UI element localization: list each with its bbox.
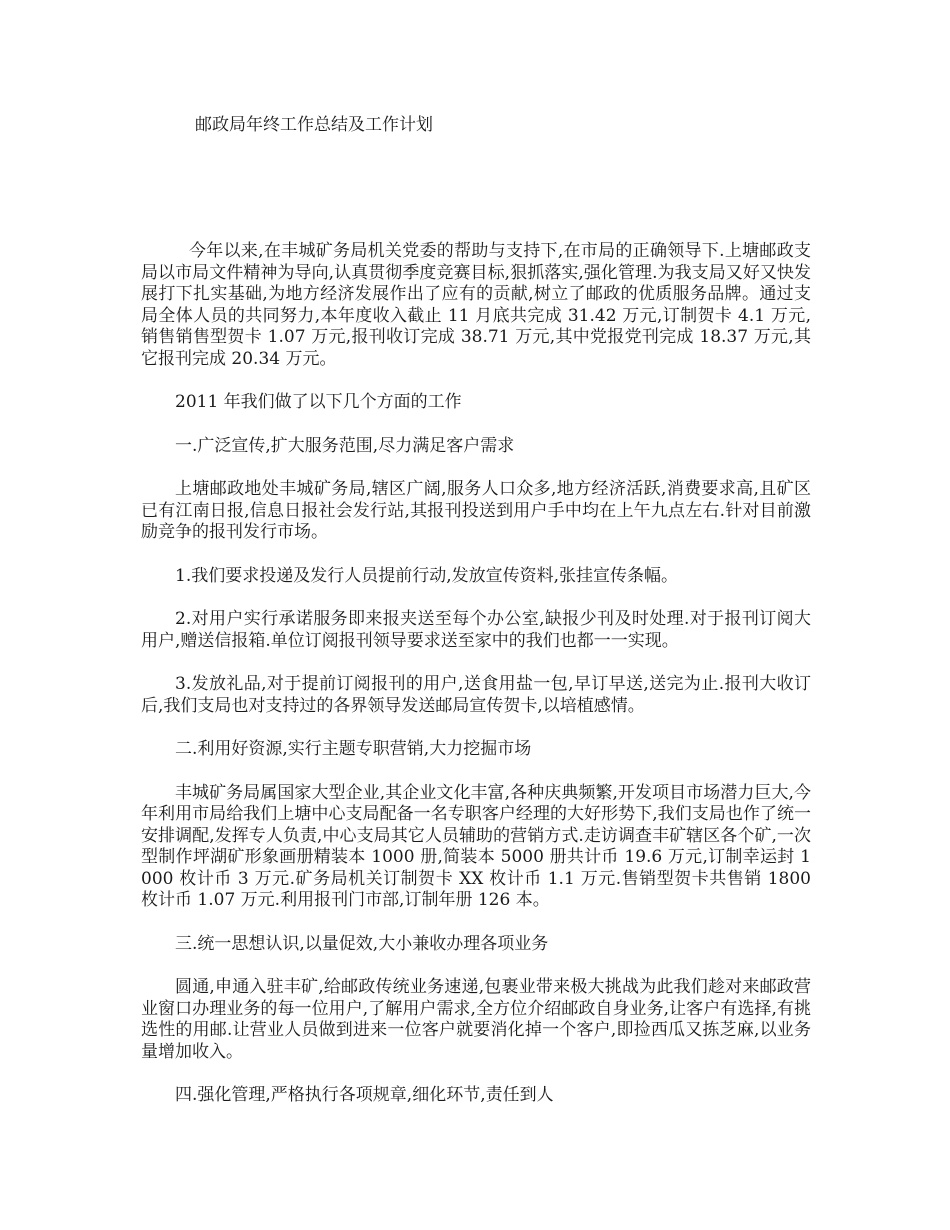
section-2-paragraph: 丰城矿务局属国家大型企业,其企业文化丰富,各种庆典频繁,开发项目市场潜力巨大,今年利用市局给我们上塘中心支局配备一名专职客户经理的大好形势下,我们支局也作了统一安排调配,发挥专人负责,中心支局其它人员辅助的营销方式.走访调查丰矿辖区各个矿,一次型制作坪湖矿形象画册精装本 1000 册,简装本 5000 册共计币 19.6 万元,订制幸运封 1000 枚计币 3 万元.矿务局机关订制贺卡 XX 枚计币 1.1 万元.售销型贺卡共售销 1800 枚计币 1.07 万元.利用报刊门市部,订制年册 126 本。	[141, 782, 811, 910]
section-1-item-1: 1.我们要求投递及发行人员提前行动,发放宣传资料,张挂宣传条幅。	[175, 565, 679, 586]
section-1-item-3: 3.发放礼品,对于提前订阅报刊的用户,送食用盐一包,早订早送,送完为止.报刊大收订后,我们支局也对支持过的各界领导发送邮局宣传贺卡,以培植感情。	[141, 674, 811, 716]
work-summary-heading: 2011 年我们做了以下几个方面的工作	[175, 392, 462, 412]
section-3-heading: 三.统一思想认识,以量促效,大小兼收办理各项业务	[175, 933, 549, 954]
section-1-heading: 一.广泛宣传,扩大服务范围,尽力满足客户需求	[175, 435, 515, 456]
section-2-heading: 二.利用好资源,实行主题专职营销,大力挖掘市场	[175, 739, 532, 759]
section-3-paragraph: 圆通,申通入驻丰矿,给邮政传统业务速递,包裹业带来极大挑战为此我们趁对来邮政营业窗口办理业务的每一位用户,了解用户需求,全方位介绍邮政自身业务,让客户有选择,有挑选性的用邮.让营业人员做到进来一位客户就要消化掉一个客户,即捡西瓜又拣芝麻,以业务量增加收入。	[141, 977, 811, 1062]
section-1-item-2: 2.对用户实行承诺服务即来报夹送至每个办公室,缺报少刊及时处理.对于报刊订阅大用户,赠送信报箱.单位订阅报刊领导要求送至家中的我们也都一一实现。	[141, 609, 811, 651]
document-title: 邮政局年终工作总结及工作计划	[195, 115, 433, 135]
section-4-heading: 四.强化管理,严格执行各项规章,细化环节,责任到人	[175, 1085, 554, 1105]
section-1-paragraph: 上塘邮政地处丰城矿务局,辖区广阔,服务人口众多,地方经济活跃,消费要求高,且矿区已有江南日报,信息日报社会发行站,其报刊投送到用户手中均在上午九点左右.针对目前激励竞争的报刊发行市场。	[141, 479, 811, 542]
intro-paragraph: 今年以来,在丰城矿务局机关党委的帮助与支持下,在市局的正确领导下.上塘邮政支局以市局文件精神为导向,认真贯彻季度竞赛目标,狠抓落实,强化管理.为我支局又好又快发展打下扎实基础,为地方经济发展作出了应有的贡献,树立了邮政的优质服务品牌。通过支局全体人员的共同努力,本年度收入截止 11 月底共完成 31.42 万元,订制贺卡 4.1 万元,销售销售型贺卡 1.07 万元,报刊收订完成 38.71 万元,其中党报党刊完成 18.37 万元,其它报刊完成 20.34 万元。	[141, 241, 811, 369]
document-body	[141, 241, 811, 1107]
